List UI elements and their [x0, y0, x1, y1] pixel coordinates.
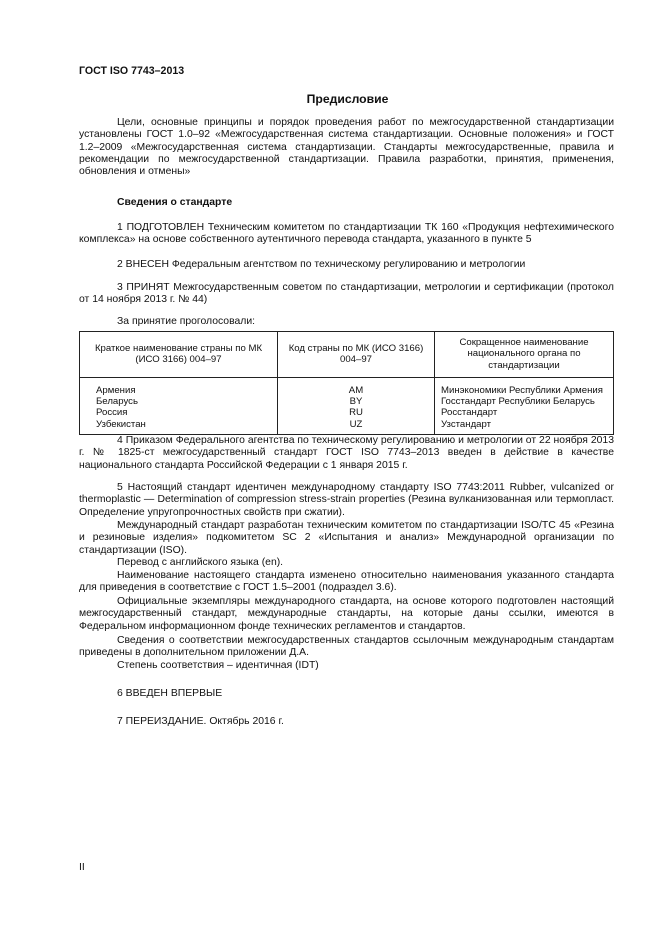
table-cell-code: UZ [278, 419, 435, 435]
table-header-country: Краткое наименование страны по МК (ИСО 3166) 004–97 [80, 332, 278, 378]
item-7-paragraph: 7 ПЕРЕИЗДАНИЕ. Октябрь 2016 г. [117, 716, 284, 727]
item-5-official-copies-paragraph: Официальные экземпляры международного стандарта, на основе которого подготовлен настоящий межгосударственный стандарт, международные стандарты, на которые даны ссылки, имеются в Федеральном информационном фонде технических регламентов и стандартов. [79, 596, 614, 632]
item-4-paragraph: 4 Приказом Федерального агентства по техническому регулированию и метрологии от 22 ноября 2013 г. № 1825-ст межгосударственный стандарт ГОСТ ISO 7743–2013 введен в действие в качестве национального стандарта Российской Федерации с 1 января 2015 г. [79, 435, 614, 471]
section-heading: Сведения о стандарте [117, 197, 233, 208]
table-cell-code: BY [278, 396, 435, 407]
item-5-degree-paragraph: Степень соответствия – идентичная (IDT) [117, 660, 319, 671]
item-5-translation-paragraph: Перевод с английского языка (en). [117, 557, 284, 568]
item-5-name-change-paragraph: Наименование настоящего стандарта изменено относительно наименования указанного стандарта для приведения в соответствие с ГОСТ 1.5–2001 (подраздел 3.6). [79, 570, 614, 594]
table-cell-body: Госстандарт Республики Беларусь [435, 396, 614, 407]
table-row [80, 377, 614, 396]
table-cell-body: Узстандарт [435, 419, 614, 435]
table-row [80, 396, 614, 407]
item-2-paragraph: 2 ВНЕСЕН Федеральным агентством по техническому регулированию и метрологии [117, 259, 526, 270]
table-cell-country: Россия [80, 407, 278, 418]
item-1-paragraph: 1 ПОДГОТОВЛЕН Техническим комитетом по стандартизации ТК 160 «Продукция нефтехимического комплекса» на основе собственного аутентичного перевода стандарта, указанного в пункте 5 [79, 222, 614, 246]
table-cell-code: AM [278, 377, 435, 396]
voted-label: За принятие проголосовали: [117, 316, 256, 327]
item-6-paragraph: 6 ВВЕДЕН ВПЕРВЫЕ [117, 688, 223, 699]
table-cell-country: Узбекистан [80, 419, 278, 435]
table-cell-country: Армения [80, 377, 278, 396]
page-title: Предисловие [306, 92, 389, 106]
item-3-paragraph: 3 ПРИНЯТ Межгосударственным советом по стандартизации, метрологии и сертификации (протокол от 14 ноября 2013 г. № 44) [79, 282, 614, 306]
table-cell-body: Росстандарт [435, 407, 614, 418]
table-header-code: Код страны по МК (ИСО 3166) 004–97 [278, 332, 435, 378]
item-5-committee-paragraph: Международный стандарт разработан техническим комитетом по стандартизации ISO/TC 45 «Резина и резиновые изделия» подкомитетом SC 2 «Испытания и анализ» Международной организации по стандартизации (ISO). [79, 520, 614, 556]
table-header-row [80, 332, 614, 378]
table-cell-country: Беларусь [80, 396, 278, 407]
table-cell-code: RU [278, 407, 435, 418]
table-row [80, 419, 614, 435]
document-id-header: ГОСТ ISO 7743–2013 [79, 65, 185, 77]
table-cell-body: Минэкономики Республики Армения [435, 377, 614, 396]
page-number: II [79, 862, 85, 873]
table-header-body: Сокращенное наименование национального органа по стандартизации [435, 332, 614, 378]
intro-paragraph: Цели, основные принципы и порядок проведения работ по межгосударственной стандартизации установлены ГОСТ 1.0–92 «Межгосударственная система стандартизации. Основные положения» и ГОСТ 1.2–2009 «Межгосударственная система стандартизации. Стандарты межгосударственные, правила и рекомендации по межгосударственной стандартизации. Правила разработки, принятия, применения, обновления и отмены» [79, 117, 614, 178]
table-row [80, 407, 614, 418]
item-5-paragraph: 5 Настоящий стандарт идентичен международному стандарту ISO 7743:2011 Rubber, vulcanized or thermoplastic — Determination of compression stress-strain properties (Резина вулканизованная или термопласт. Определение упругопрочностных свойств при сжатии). [79, 482, 614, 518]
voting-table [79, 331, 614, 435]
item-5-correspondence-paragraph: Сведения о соответствии межгосударственных стандартов ссылочным международным стандартам приведены в дополнительном приложении Д.А. [79, 635, 614, 659]
